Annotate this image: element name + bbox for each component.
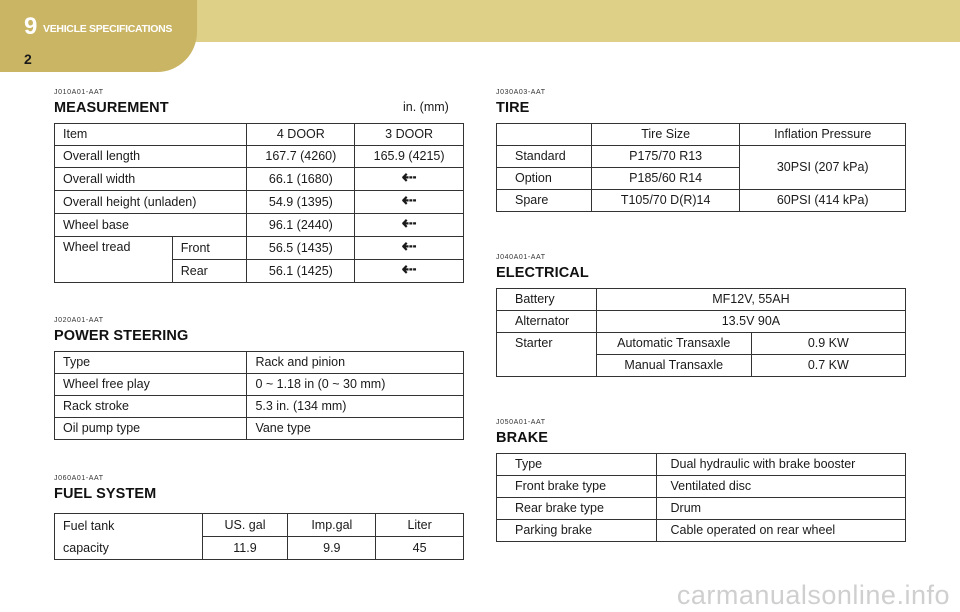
table-row bbox=[55, 352, 464, 374]
inflation-pressure: 30PSI (207 kPa) bbox=[740, 146, 906, 190]
row-value: 5.3 in. (134 mm) bbox=[247, 396, 464, 418]
left-arrow-icon: ⇠ bbox=[401, 167, 417, 187]
value-4door: 56.5 (1435) bbox=[247, 237, 355, 260]
row-label: Front brake type bbox=[497, 476, 657, 498]
fuel-table bbox=[54, 513, 464, 560]
value-us-gal: 11.9 bbox=[202, 537, 288, 560]
tire-size: P185/60 R14 bbox=[591, 168, 740, 190]
measurement-title: MEASUREMENT bbox=[54, 100, 169, 116]
table-row bbox=[55, 374, 464, 396]
tire-header-blank bbox=[497, 124, 592, 146]
row-value: Ventilated disc bbox=[656, 476, 906, 498]
chapter-title: VEHICLE SPECIFICATIONS bbox=[43, 23, 173, 35]
tire-table bbox=[496, 123, 906, 212]
table-row bbox=[55, 237, 464, 260]
battery-value: MF12V, 55AH bbox=[596, 289, 905, 311]
automatic-transaxle-value: 0.9 KW bbox=[751, 333, 905, 355]
row-label: Rack stroke bbox=[55, 396, 247, 418]
unit-us-gal: US. gal bbox=[202, 514, 288, 537]
value-4door: 96.1 (2440) bbox=[247, 214, 355, 237]
table-row bbox=[497, 124, 906, 146]
steering-table bbox=[54, 351, 464, 440]
table-row bbox=[497, 190, 906, 212]
header-inflation-pressure: Inflation Pressure bbox=[740, 124, 906, 146]
tire-code: J030A03-AAT bbox=[496, 89, 546, 96]
steering-title: POWER STEERING bbox=[54, 328, 189, 344]
manual-transaxle-label: Manual Transaxle bbox=[596, 355, 751, 377]
electrical-code: J040A01-AAT bbox=[496, 254, 546, 261]
row-label: Type bbox=[55, 352, 247, 374]
wheel-tread-label: Wheel tread bbox=[55, 237, 173, 283]
electrical-table bbox=[496, 288, 906, 377]
row-label: Wheel free play bbox=[55, 374, 247, 396]
alternator-value: 13.5V 90A bbox=[596, 311, 905, 333]
row-label: Type bbox=[497, 454, 657, 476]
same-value-cell bbox=[355, 168, 464, 191]
starter-label: Starter bbox=[497, 333, 597, 377]
row-label: Parking brake bbox=[497, 520, 657, 542]
row-label: Oil pump type bbox=[55, 418, 247, 440]
table-row bbox=[497, 146, 906, 168]
steering-code: J020A01-AAT bbox=[54, 317, 104, 324]
value-4door: 66.1 (1680) bbox=[247, 168, 355, 191]
same-value-cell bbox=[355, 191, 464, 214]
table-row bbox=[497, 498, 906, 520]
table-row bbox=[497, 311, 906, 333]
same-value-cell bbox=[355, 214, 464, 237]
table-row bbox=[497, 333, 906, 355]
fuel-tank-label-line1: Fuel tank bbox=[63, 519, 115, 533]
value-4door: 56.1 (1425) bbox=[247, 260, 355, 283]
left-arrow-icon: ⇠ bbox=[401, 236, 417, 256]
header-item: Item bbox=[55, 124, 247, 146]
row-label: Standard bbox=[497, 146, 592, 168]
row-label: Overall height (unladen) bbox=[55, 191, 247, 214]
fuel-tank-label bbox=[55, 514, 203, 560]
row-label: Rear brake type bbox=[497, 498, 657, 520]
row-label: Option bbox=[497, 168, 592, 190]
header-4door: 4 DOOR bbox=[247, 124, 355, 146]
watermark: carmanualsonline.info bbox=[676, 580, 950, 610]
manual-transaxle-value: 0.7 KW bbox=[751, 355, 905, 377]
unit-imp-gal: Imp.gal bbox=[288, 514, 376, 537]
unit-liter: Liter bbox=[376, 514, 464, 537]
table-row bbox=[55, 396, 464, 418]
left-arrow-icon: ⇠ bbox=[401, 259, 417, 279]
measurement-unit: in. (mm) bbox=[403, 100, 449, 114]
table-row bbox=[497, 454, 906, 476]
row-label: Battery bbox=[497, 289, 597, 311]
fuel-title: FUEL SYSTEM bbox=[54, 486, 157, 502]
header-3door: 3 DOOR bbox=[355, 124, 464, 146]
value-3door: 165.9 (4215) bbox=[355, 146, 464, 168]
table-row bbox=[55, 168, 464, 191]
fuel-code: J060A01-AAT bbox=[54, 475, 104, 482]
value-imp-gal: 9.9 bbox=[288, 537, 376, 560]
tire-title: TIRE bbox=[496, 100, 530, 116]
row-value: Dual hydraulic with brake booster bbox=[656, 454, 906, 476]
header-tire-size: Tire Size bbox=[591, 124, 740, 146]
chapter-number: 9 bbox=[24, 13, 38, 40]
front-label: Front bbox=[172, 237, 247, 260]
row-label: Overall length bbox=[55, 146, 247, 168]
value-4door: 54.9 (1395) bbox=[247, 191, 355, 214]
left-arrow-icon: ⇠ bbox=[401, 213, 417, 233]
table-row bbox=[55, 124, 464, 146]
measurement-table bbox=[54, 123, 464, 283]
table-row bbox=[55, 191, 464, 214]
table-row bbox=[55, 214, 464, 237]
measurement-code: J010A01-AAT bbox=[54, 89, 104, 96]
row-value: Drum bbox=[656, 498, 906, 520]
fuel-tank-label-line2: capacity bbox=[63, 541, 109, 555]
row-value: Vane type bbox=[247, 418, 464, 440]
row-label: Overall width bbox=[55, 168, 247, 191]
value-4door: 167.7 (4260) bbox=[247, 146, 355, 168]
row-value: 0 ~ 1.18 in (0 ~ 30 mm) bbox=[247, 374, 464, 396]
row-label: Wheel base bbox=[55, 214, 247, 237]
table-row bbox=[497, 289, 906, 311]
electrical-title: ELECTRICAL bbox=[496, 265, 589, 281]
tire-size: T105/70 D(R)14 bbox=[591, 190, 740, 212]
rear-label: Rear bbox=[172, 260, 247, 283]
table-row bbox=[497, 520, 906, 542]
brake-title: BRAKE bbox=[496, 430, 549, 446]
row-value: Rack and pinion bbox=[247, 352, 464, 374]
table-row bbox=[497, 476, 906, 498]
tire-size: P175/70 R13 bbox=[591, 146, 740, 168]
row-value: Cable operated on rear wheel bbox=[656, 520, 906, 542]
row-label: Spare bbox=[497, 190, 592, 212]
automatic-transaxle-label: Automatic Transaxle bbox=[596, 333, 751, 355]
left-arrow-icon: ⇠ bbox=[401, 190, 417, 210]
inflation-pressure: 60PSI (414 kPa) bbox=[740, 190, 906, 212]
brake-table bbox=[496, 453, 906, 542]
table-row bbox=[55, 418, 464, 440]
table-row bbox=[55, 146, 464, 168]
same-value-cell bbox=[355, 260, 464, 283]
row-label: Alternator bbox=[497, 311, 597, 333]
value-liter: 45 bbox=[376, 537, 464, 560]
brake-code: J050A01-AAT bbox=[496, 419, 546, 426]
page-number: 2 bbox=[24, 51, 32, 67]
same-value-cell bbox=[355, 237, 464, 260]
table-row bbox=[55, 514, 464, 537]
